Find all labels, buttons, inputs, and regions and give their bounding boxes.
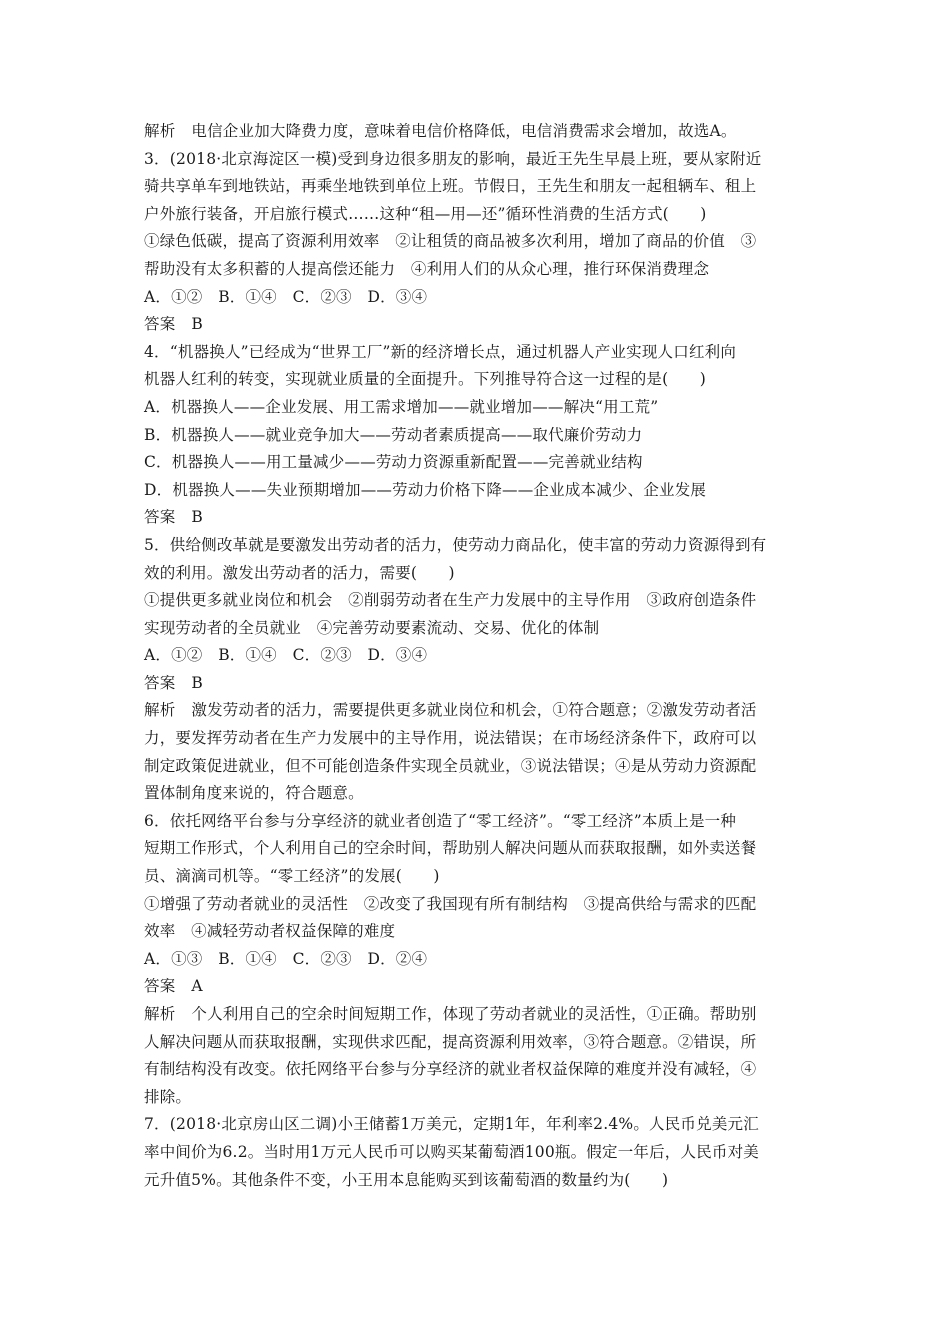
q5-line-4: 实现劳动者的全员就业 ④完善劳动要素流动、交易、优化的体制	[144, 618, 600, 637]
q4-option-c: C．机器换人——用工量减少——劳动力资源重新配置——完善就业结构	[144, 453, 643, 472]
q6-answer	[144, 973, 806, 1001]
q4-option-d: D．机器换人——失业预期增加——劳动力价格下降——企业成本减少、企业发展	[144, 480, 707, 499]
analysis-label: 解析	[144, 701, 176, 720]
q5-analysis-line-3: 制定政策促进就业，但不可能创造条件实现全员就业，③说法错误；④是从劳动力资源配	[144, 756, 757, 775]
answer-label: 答案	[144, 315, 176, 334]
q4-answer-value: B	[191, 508, 203, 527]
q3-answer	[144, 311, 806, 339]
q5-answer-value: B	[191, 673, 203, 692]
q5-line-1: 5．供给侧改革就是要激发出劳动者的活力，使劳动力商品化，使丰富的劳动力资源得到有	[144, 535, 767, 554]
document-page	[144, 118, 806, 1194]
q6-line-4: ①增强了劳动者就业的灵活性 ②改变了我国现有所有制结构 ③提高供给与需求的匹配	[144, 894, 757, 913]
question-6	[144, 808, 806, 1112]
answer-label: 答案	[144, 673, 176, 692]
question-4	[144, 339, 806, 532]
question-5	[144, 532, 806, 808]
q3-line-2: 骑共享单车到地铁站，再乘坐地铁到单位上班。节假日，王先生和朋友一起租辆车、租上	[144, 177, 757, 196]
q5-options: A．①② B．①④ C．②③ D．③④	[144, 646, 428, 665]
q5-answer	[144, 670, 806, 698]
q3-line-4: ①绿色低碳，提高了资源利用效率 ②让租赁的商品被多次利用，增加了商品的价值 ③	[144, 232, 757, 251]
q6-line-2: 短期工作形式，个人利用自己的空余时间，帮助别人解决问题从而获取报酬，如外卖送餐	[144, 839, 757, 858]
q6-analysis-text-1: 个人利用自己的空余时间短期工作，体现了劳动者就业的灵活性，①正确。帮助别	[191, 1005, 757, 1023]
q5-line-3: ①提供更多就业岗位和机会 ②削弱劳动者在生产力发展中的主导作用 ③政府创造条件	[144, 591, 757, 610]
q7-line-3: 元升值5%。其他条件不变，小王用本息能购买到该葡萄酒的数量约为( )	[144, 1170, 669, 1189]
q6-line-5: 效率 ④减轻劳动者权益保障的难度	[144, 922, 396, 941]
q6-answer-value: A	[191, 977, 203, 996]
q5-line-2: 效的利用。激发出劳动者的活力，需要( )	[144, 563, 455, 582]
q5-analysis-line-4: 置体制角度来说的，符合题意。	[144, 784, 364, 803]
q6-options: A．①③ B．①④ C．②③ D．②④	[144, 949, 428, 968]
question-3	[144, 146, 806, 339]
analysis-label: 解析	[144, 1005, 176, 1023]
q3-line-5: 帮助没有太多积蓄的人提高偿还能力 ④利用人们的从众心理，推行环保消费理念	[144, 259, 710, 278]
q6-line-1: 6．依托网络平台参与分享经济的就业者创造了“零工经济”。“零工经济”本质上是一种	[144, 811, 737, 830]
q4-answer	[144, 504, 806, 532]
q7-line-1: 7．(2018·北京房山区二调)小王储蓄1万美元，定期1年，年利率2.4%。人民币兑美元汇	[144, 1115, 759, 1134]
q3-line-1: 3．(2018·北京海淀区一模)受到身边很多朋友的影响，最近王先生早晨上班，要从家附近	[144, 149, 762, 168]
q5-analysis-line-1	[144, 697, 806, 725]
q6-analysis-line-4: 排除。	[144, 1087, 192, 1106]
q5-analysis-line-2: 力，要发挥劳动者在生产力发展中的主导作用，说法错误；在市场经济条件下，政府可以	[144, 729, 757, 748]
q5-analysis-text-1: 激发劳动者的活力，需要提供更多就业岗位和机会，①符合题意；②激发劳动者活	[191, 701, 757, 720]
answer-label: 答案	[144, 508, 176, 527]
q6-analysis-line-2: 人解决问题从而获取报酬，实现供求匹配，提高资源利用效率，③符合题意。②错误，所	[144, 1032, 757, 1051]
q6-analysis-line-1	[144, 1001, 806, 1029]
question-7	[144, 1111, 806, 1194]
q3-line-3: 户外旅行装备，开启旅行模式……这种“租—用—还”循环性消费的生活方式( )	[144, 204, 707, 223]
q4-option-b: B．机器换人——就业竞争加大——劳动者素质提高——取代廉价劳动力	[144, 425, 643, 444]
q2-analysis-text: 电信企业加大降费力度，意味着电信价格降低，电信消费需求会增加，故选A。	[191, 122, 737, 140]
q6-line-3: 员、滴滴司机等。“零工经济”的发展( )	[144, 867, 440, 886]
q4-line-2: 机器人红利的转变，实现就业质量的全面提升。下列推导符合这一过程的是( )	[144, 370, 706, 389]
answer-label: 答案	[144, 977, 176, 996]
q4-line-1: 4．“机器换人”已经成为“世界工厂”新的经济增长点，通过机器人产业实现人口红利向	[144, 342, 737, 361]
q4-option-a: A．机器换人——企业发展、用工需求增加——就业增加——解决“用工荒”	[144, 397, 659, 416]
q2-analysis	[144, 118, 806, 146]
q3-answer-value: B	[191, 315, 203, 334]
analysis-label: 解析	[144, 122, 176, 140]
q3-options: A．①② B．①④ C．②③ D．③④	[144, 287, 428, 306]
q6-analysis-line-3: 有制结构没有改变。依托网络平台参与分享经济的就业者权益保障的难度并没有减轻，④	[144, 1060, 757, 1079]
q7-line-2: 率中间价为6.2。当时用1万元人民币可以购买某葡萄酒100瓶。假定一年后，人民币对美	[144, 1142, 759, 1161]
